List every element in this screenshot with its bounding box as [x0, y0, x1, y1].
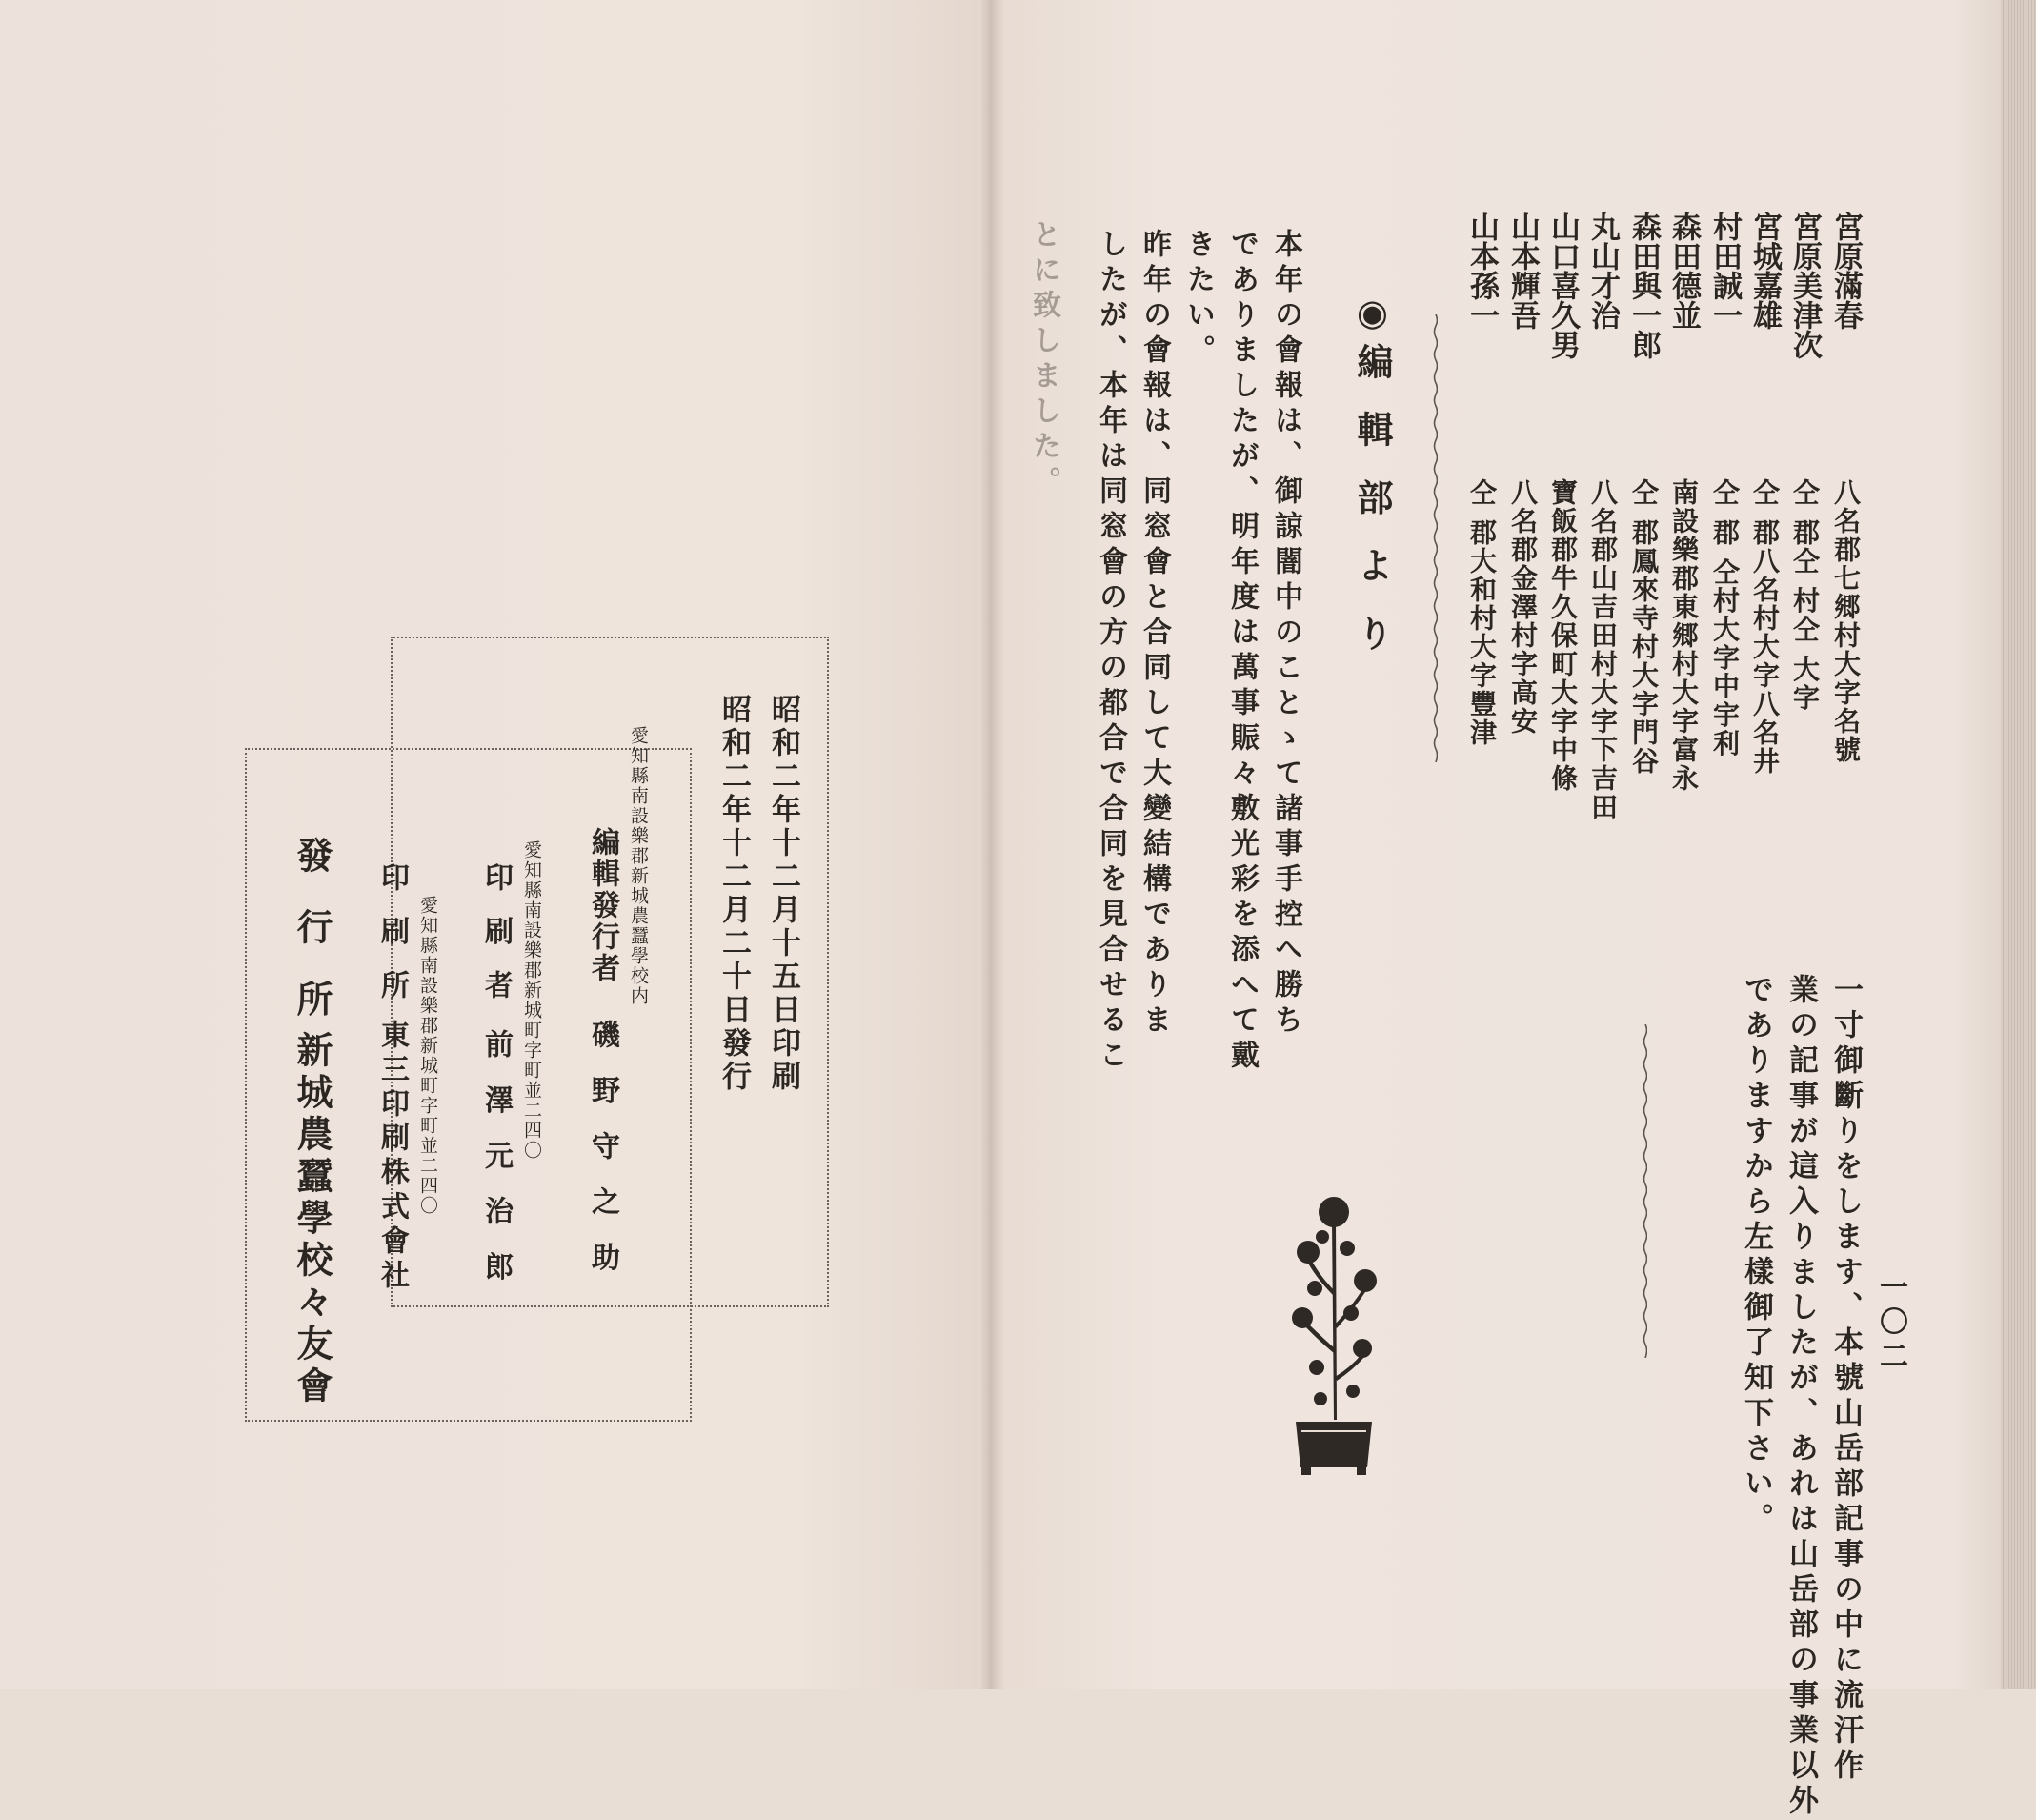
- editorial-heading: ◉編 輯 部 よ り: [1351, 291, 1394, 660]
- wavy-divider: [1432, 314, 1438, 762]
- editorial-line: 本年の會報は、御諒闇中のことゝて諸事手控へ勝ち: [1269, 229, 1302, 1040]
- member-address: 仝 郡八名村大字八名井: [1749, 478, 1781, 776]
- wavy-divider: [1642, 1024, 1647, 1358]
- editorial-line: 昨年の會報は、同窓會と合同して大變結構でありま: [1138, 229, 1171, 1040]
- member-address: 南設樂郡東郷村大字富永: [1668, 478, 1700, 793]
- page-number: 一〇二: [1874, 1272, 1907, 1375]
- print-date: 昭和二年十二月十五日印刷: [766, 694, 800, 1094]
- editorial-line: したが、本年は同窓會の方の都合で合同を見合せるこ: [1094, 229, 1127, 1075]
- editorial-line: きたい。: [1181, 229, 1215, 370]
- book-gutter: [981, 0, 1004, 1689]
- potted-chrysanthemum-illustration: [1277, 1182, 1391, 1477]
- member-name: 山本孫一: [1464, 212, 1499, 330]
- press-name: 東三印刷株式會社: [375, 1020, 409, 1294]
- notice-line: 一寸御斷りをします、本號山岳部記事の中に流汗作: [1828, 974, 1863, 1785]
- member-address: 仝 郡 仝村大字中宇利: [1709, 478, 1741, 758]
- issue-date: 昭和二年十二月二十日發行: [716, 694, 751, 1094]
- member-address: 仝 郡大和村大字豐津: [1466, 478, 1498, 747]
- editor-name: 磯 野 守 之 助: [586, 1020, 619, 1280]
- press-address: 愛知縣南設樂郡新城町字町並二四〇: [417, 896, 438, 1216]
- notice-line: 業の記事が這入りましたが、あれは山岳部の事業以外: [1784, 974, 1818, 1820]
- editor-label: 編輯發行者: [586, 827, 619, 984]
- printer-address: 愛知縣南設樂郡新城町字町並二四〇: [521, 840, 542, 1161]
- publisher-name: 新城農蠶學校々友會: [291, 1031, 333, 1408]
- page-edges: [2001, 0, 2036, 1689]
- editorial-line: とに致しました。: [1027, 219, 1060, 501]
- member-address: 八名郡山吉田村大字下吉田: [1587, 478, 1619, 821]
- member-address: 仝 郡仝 村仝 大字: [1789, 478, 1821, 713]
- member-name: 宮原滿春: [1828, 212, 1863, 330]
- member-address: 八名郡金澤村字高安: [1507, 478, 1539, 736]
- printer-label: 印 刷 者: [479, 862, 513, 1006]
- editorial-line: でありましたが、明年度は萬事賑々敷光彩を添へて戴: [1225, 229, 1259, 1075]
- member-name: 宮原美津次: [1787, 212, 1822, 359]
- member-name: 宮城嘉雄: [1747, 212, 1782, 330]
- publisher-label: 發 行 所: [291, 837, 333, 1028]
- member-name: 丸山才治: [1585, 212, 1620, 330]
- editor-address: 愛知縣南設樂郡新城農蠶學校内: [628, 726, 649, 1006]
- notice-line: でありますから左樣御了知下さい。: [1739, 974, 1773, 1538]
- member-name: 森田德並: [1666, 212, 1701, 330]
- member-name: 村田誠一: [1707, 212, 1742, 330]
- member-address: 仝 郡鳳來寺村大字門谷: [1628, 478, 1660, 776]
- printer-name: 前 澤 元 治 郎: [479, 1029, 513, 1289]
- member-name: 山本輝吾: [1505, 212, 1540, 330]
- member-address: 八名郡七郷村大字名號: [1830, 478, 1862, 764]
- member-address: 寶飯郡牛久保町大字中條: [1547, 478, 1579, 793]
- member-name: 山口喜久男: [1545, 212, 1580, 359]
- press-label: 印 刷 所: [375, 862, 409, 1006]
- member-name: 森田與一郎: [1626, 212, 1661, 359]
